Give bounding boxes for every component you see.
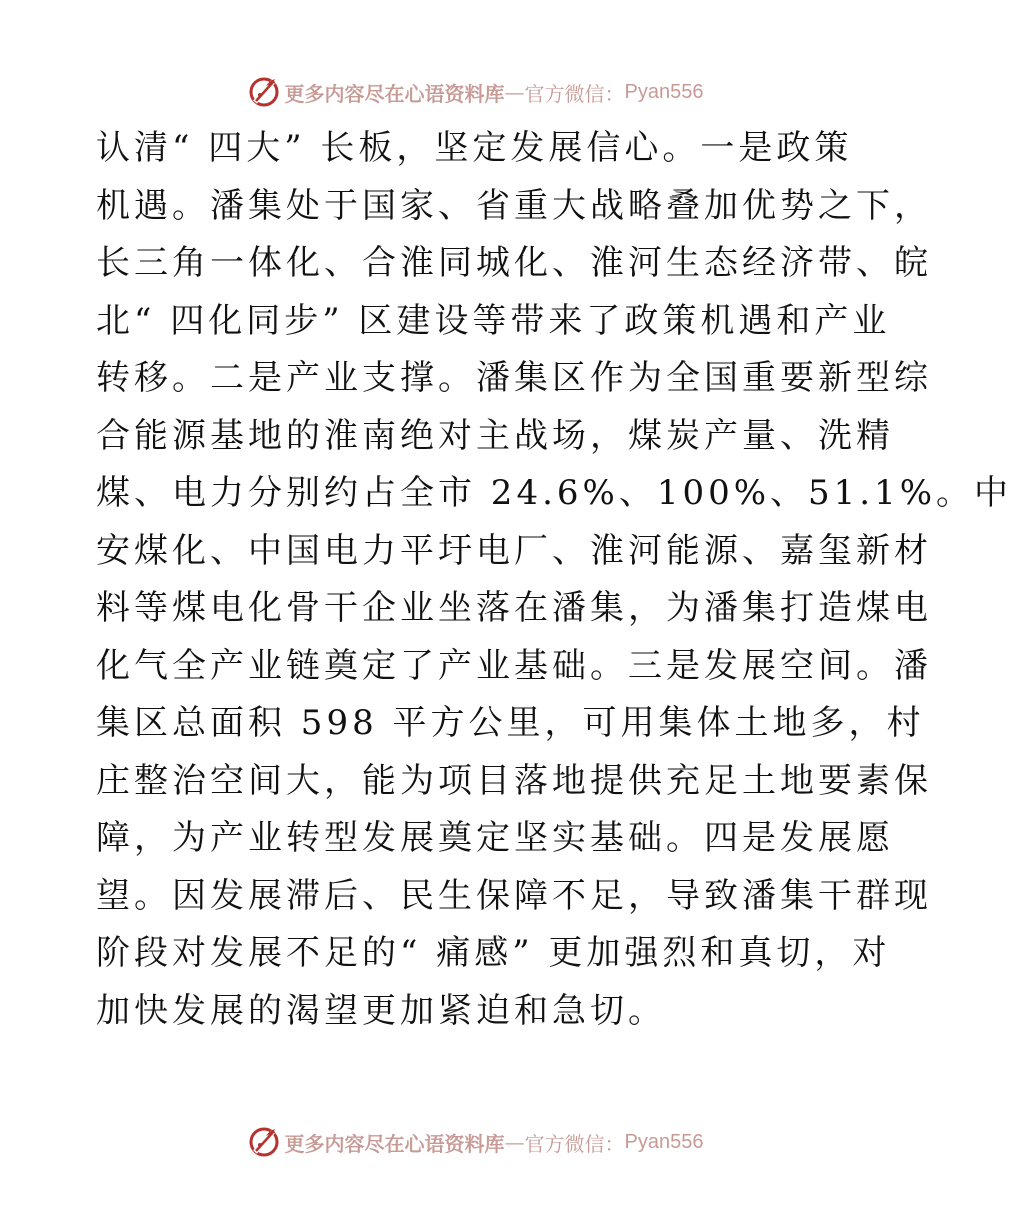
paragraph-line: 安煤化、中国电力平圩电厂、淮河能源、嘉玺新材 — [96, 530, 932, 571]
paragraph-line: 集区总面积 598 平方公里，可用集体土地多，村 — [96, 703, 925, 743]
paragraph-line: 庄整治空间大，能为项目落地提供充足土地要素保 — [96, 760, 932, 801]
header-banner — [0, 72, 950, 112]
footer-banner — [0, 1122, 950, 1162]
quill-circle-logo-icon — [247, 75, 281, 109]
banner-dash: — — [504, 80, 525, 104]
banner-wechat-label: 官方微信： — [524, 1131, 625, 1156]
banner-wechat-label: 官方微信： — [524, 81, 625, 106]
paragraph-line: 北“ 四化同步” 区建设等带来了政策机遇和产业 — [96, 300, 891, 341]
document-body — [96, 120, 1012, 1040]
paragraph-line: 化气全产业链奠定了产业基础。三是发展空间。潘 — [96, 645, 932, 686]
banner-wechat-id: Pyan556 — [624, 80, 704, 103]
paragraph-line: 加快发展的渴望更加紧迫和急切。 — [96, 990, 666, 1031]
banner-site-text: 更多内容尽在心语资料库 — [284, 81, 505, 106]
banner-dash: — — [504, 1130, 525, 1154]
paragraph-line: 望。因发展滞后、民生保障不足，导致潘集干群现 — [96, 875, 932, 916]
paragraph-line: 机遇。潘集处于国家、省重大战略叠加优势之下， — [96, 185, 932, 226]
paragraph-line: 认清“ 四大” 长板，坚定发展信心。一是政策 — [96, 128, 853, 168]
paragraph-line: 障，为产业转型发展奠定坚实基础。四是发展愿 — [96, 818, 894, 858]
banner-site-text: 更多内容尽在心语资料库 — [284, 1131, 505, 1156]
banner-wechat-id: Pyan556 — [624, 1130, 704, 1153]
paragraph-line: 长三角一体化、合淮同城化、淮河生态经济带、皖 — [96, 243, 932, 283]
quill-circle-logo-icon — [247, 1125, 281, 1159]
paragraph-line: 阶段对发展不足的“ 痛感” 更加强烈和真切，对 — [96, 933, 891, 973]
paragraph-line: 料等煤电化骨干企业坐落在潘集，为潘集打造煤电 — [96, 588, 932, 628]
paragraph-line: 转移。二是产业支撑。潘集区作为全国重要新型综 — [96, 358, 932, 398]
paragraph-line: 合能源基地的淮南绝对主战场，煤炭产量、洗精 — [96, 415, 894, 456]
paragraph-line: 煤、电力分别约占全市 24.6%、100%、51.1%。中 — [96, 473, 1012, 513]
